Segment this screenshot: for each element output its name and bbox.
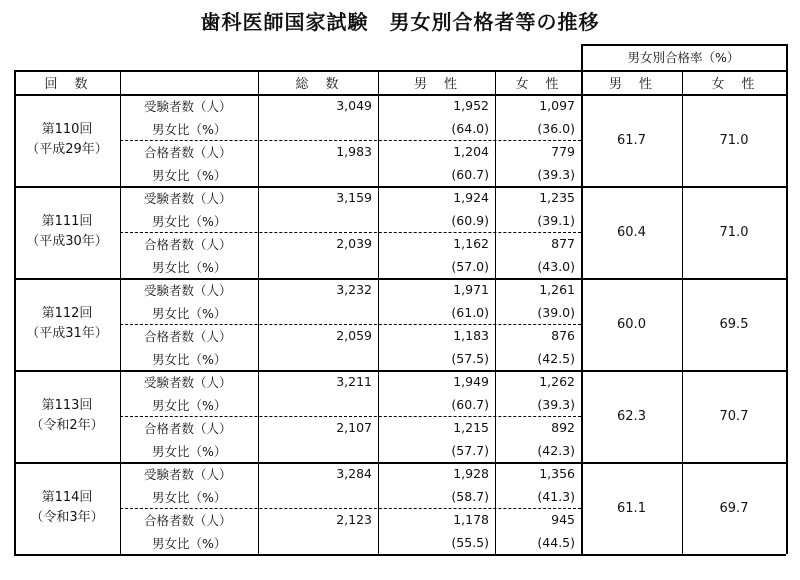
- examinees-female: 1,097: [539, 98, 575, 113]
- examinees_ratio-male: (60.7): [451, 397, 489, 412]
- examinees-label: 受験者数（人）: [144, 374, 232, 390]
- examinees-male: 1,928: [453, 466, 489, 481]
- header-round: 回 数: [44, 76, 90, 92]
- ratio-label: 男女比（%）: [152, 535, 227, 551]
- passers-female: 945: [551, 512, 575, 527]
- page-title: 歯科医師国家試験 男女別合格者等の推移: [200, 10, 600, 34]
- passers-label: 合格者数（人）: [144, 236, 232, 252]
- passers-female: 779: [551, 144, 575, 159]
- examinees_ratio-female: (36.0): [537, 121, 575, 136]
- examinees-total: 3,284: [336, 466, 372, 481]
- passers-male: 1,178: [453, 512, 489, 527]
- round-name: 第110回: [41, 122, 93, 137]
- ratio-label: 男女比（%）: [152, 305, 227, 321]
- ratio-label: 男女比（%）: [152, 397, 227, 413]
- passers-male: 1,204: [453, 144, 489, 159]
- passers_ratio-male: (55.5): [451, 535, 489, 550]
- examinees-male: 1,952: [453, 98, 489, 113]
- header-male: 男 性: [413, 76, 459, 92]
- examinees-label: 受験者数（人）: [144, 190, 232, 206]
- examinees_ratio-female: (39.1): [537, 213, 575, 228]
- passers_ratio-male: (57.5): [451, 351, 489, 366]
- examinees-total: 3,232: [336, 282, 372, 297]
- passers-total: 2,107: [336, 420, 372, 435]
- section-divider: [120, 508, 581, 509]
- round-name: 第113回: [41, 398, 93, 413]
- round-era: （平成31年）: [26, 326, 108, 341]
- examinees-male: 1,971: [453, 282, 489, 297]
- table-top-border: [581, 44, 786, 46]
- examinees-label: 受験者数（人）: [144, 98, 232, 114]
- round-era: （平成30年）: [26, 234, 108, 249]
- ratio-label: 男女比（%）: [152, 259, 227, 275]
- pass-rate-male: 60.0: [617, 316, 646, 332]
- table-right-border: [786, 44, 788, 554]
- table-left-border: [14, 70, 16, 554]
- round-label: [14, 370, 120, 462]
- examinees-male: 1,949: [453, 374, 489, 389]
- ratio-label: 男女比（%）: [152, 167, 227, 183]
- passers-male: 1,215: [453, 420, 489, 435]
- passers_ratio-female: (39.3): [537, 167, 575, 182]
- ratio-label: 男女比（%）: [152, 351, 227, 367]
- column-divider: [495, 70, 496, 554]
- passers-male: 1,162: [453, 236, 489, 251]
- ratio-label: 男女比（%）: [152, 489, 227, 505]
- round-era: （平成29年）: [26, 142, 108, 157]
- passers-total: 2,123: [336, 512, 372, 527]
- ratio-label: 男女比（%）: [152, 443, 227, 459]
- examinees_ratio-female: (39.3): [537, 397, 575, 412]
- header-total: 総 数: [295, 76, 341, 92]
- round-label: [14, 278, 120, 370]
- passers_ratio-male: (60.7): [451, 167, 489, 182]
- examinees-total: 3,211: [336, 374, 372, 389]
- passers_ratio-female: (42.5): [537, 351, 575, 366]
- examinees_ratio-male: (61.0): [451, 305, 489, 320]
- examinees_ratio-female: (39.0): [537, 305, 575, 320]
- pass-rate-male: 61.1: [617, 500, 646, 516]
- examinees_ratio-male: (58.7): [451, 489, 489, 504]
- examinees-label: 受験者数（人）: [144, 282, 232, 298]
- passers-label: 合格者数（人）: [144, 420, 232, 436]
- column-divider: [120, 70, 121, 554]
- round-label: [14, 462, 120, 554]
- section-divider: [120, 416, 581, 417]
- column-divider: [258, 70, 259, 554]
- section-divider: [120, 140, 581, 141]
- passers_ratio-male: (57.7): [451, 443, 489, 458]
- round-name: 第111回: [41, 214, 93, 229]
- table-header-top-border: [14, 70, 786, 72]
- pass-rate-male: 61.7: [617, 132, 646, 148]
- header-female: 女 性: [515, 76, 561, 92]
- column-divider: [378, 70, 379, 554]
- examinees-label: 受験者数（人）: [144, 466, 232, 482]
- results-table: [14, 44, 788, 576]
- examinees-total: 3,049: [336, 98, 372, 113]
- header-rate-female: 女 性: [711, 76, 757, 92]
- passers-female: 877: [551, 236, 575, 251]
- round-label: [14, 186, 120, 278]
- examinees-female: 1,235: [539, 190, 575, 205]
- ratio-label: 男女比（%）: [152, 213, 227, 229]
- passers_ratio-male: (57.0): [451, 259, 489, 274]
- pass-rate-female: 70.7: [719, 408, 749, 424]
- passers_ratio-female: (42.3): [537, 443, 575, 458]
- ratio-label: 男女比（%）: [152, 121, 227, 137]
- column-divider: [682, 70, 683, 554]
- examinees-female: 1,356: [539, 466, 575, 481]
- round-name: 第112回: [41, 306, 93, 321]
- examinees-total: 3,159: [336, 190, 372, 205]
- passers-male: 1,183: [453, 328, 489, 343]
- pass-rate-male: 62.3: [617, 408, 646, 424]
- header-rate-male: 男 性: [608, 76, 654, 92]
- pass-rate-female: 69.5: [719, 316, 749, 332]
- rate-group-border: [581, 44, 583, 554]
- round-name: 第114回: [41, 490, 93, 505]
- passers-label: 合格者数（人）: [144, 512, 232, 528]
- passers-total: 2,039: [336, 236, 372, 251]
- round-era: （令和3年）: [30, 510, 104, 525]
- round-era: （令和2年）: [30, 418, 104, 433]
- pass-rate-female: 71.0: [719, 224, 749, 240]
- passers-label: 合格者数（人）: [144, 144, 232, 160]
- passers_ratio-female: (43.0): [537, 259, 575, 274]
- examinees-female: 1,262: [539, 374, 575, 389]
- examinees-male: 1,924: [453, 190, 489, 205]
- section-divider: [120, 324, 581, 325]
- section-divider: [120, 232, 581, 233]
- passers_ratio-female: (44.5): [537, 535, 575, 550]
- examinees_ratio-female: (41.3): [537, 489, 575, 504]
- examinees_ratio-male: (60.9): [451, 213, 489, 228]
- examinees_ratio-male: (64.0): [451, 121, 489, 136]
- passers-total: 1,983: [336, 144, 372, 159]
- pass-rate-male: 60.4: [617, 224, 646, 240]
- pass-rate-female: 71.0: [719, 132, 749, 148]
- passers-female: 876: [551, 328, 575, 343]
- passers-total: 2,059: [336, 328, 372, 343]
- examinees-female: 1,261: [539, 282, 575, 297]
- header-bottom-border: [14, 94, 786, 96]
- passers-label: 合格者数（人）: [144, 328, 232, 344]
- rate-group-header: 男女別合格率（%）: [627, 50, 740, 65]
- passers-female: 892: [551, 420, 575, 435]
- round-label: [14, 94, 120, 186]
- table-bottom-border: [14, 554, 786, 556]
- pass-rate-female: 69.7: [719, 500, 749, 516]
